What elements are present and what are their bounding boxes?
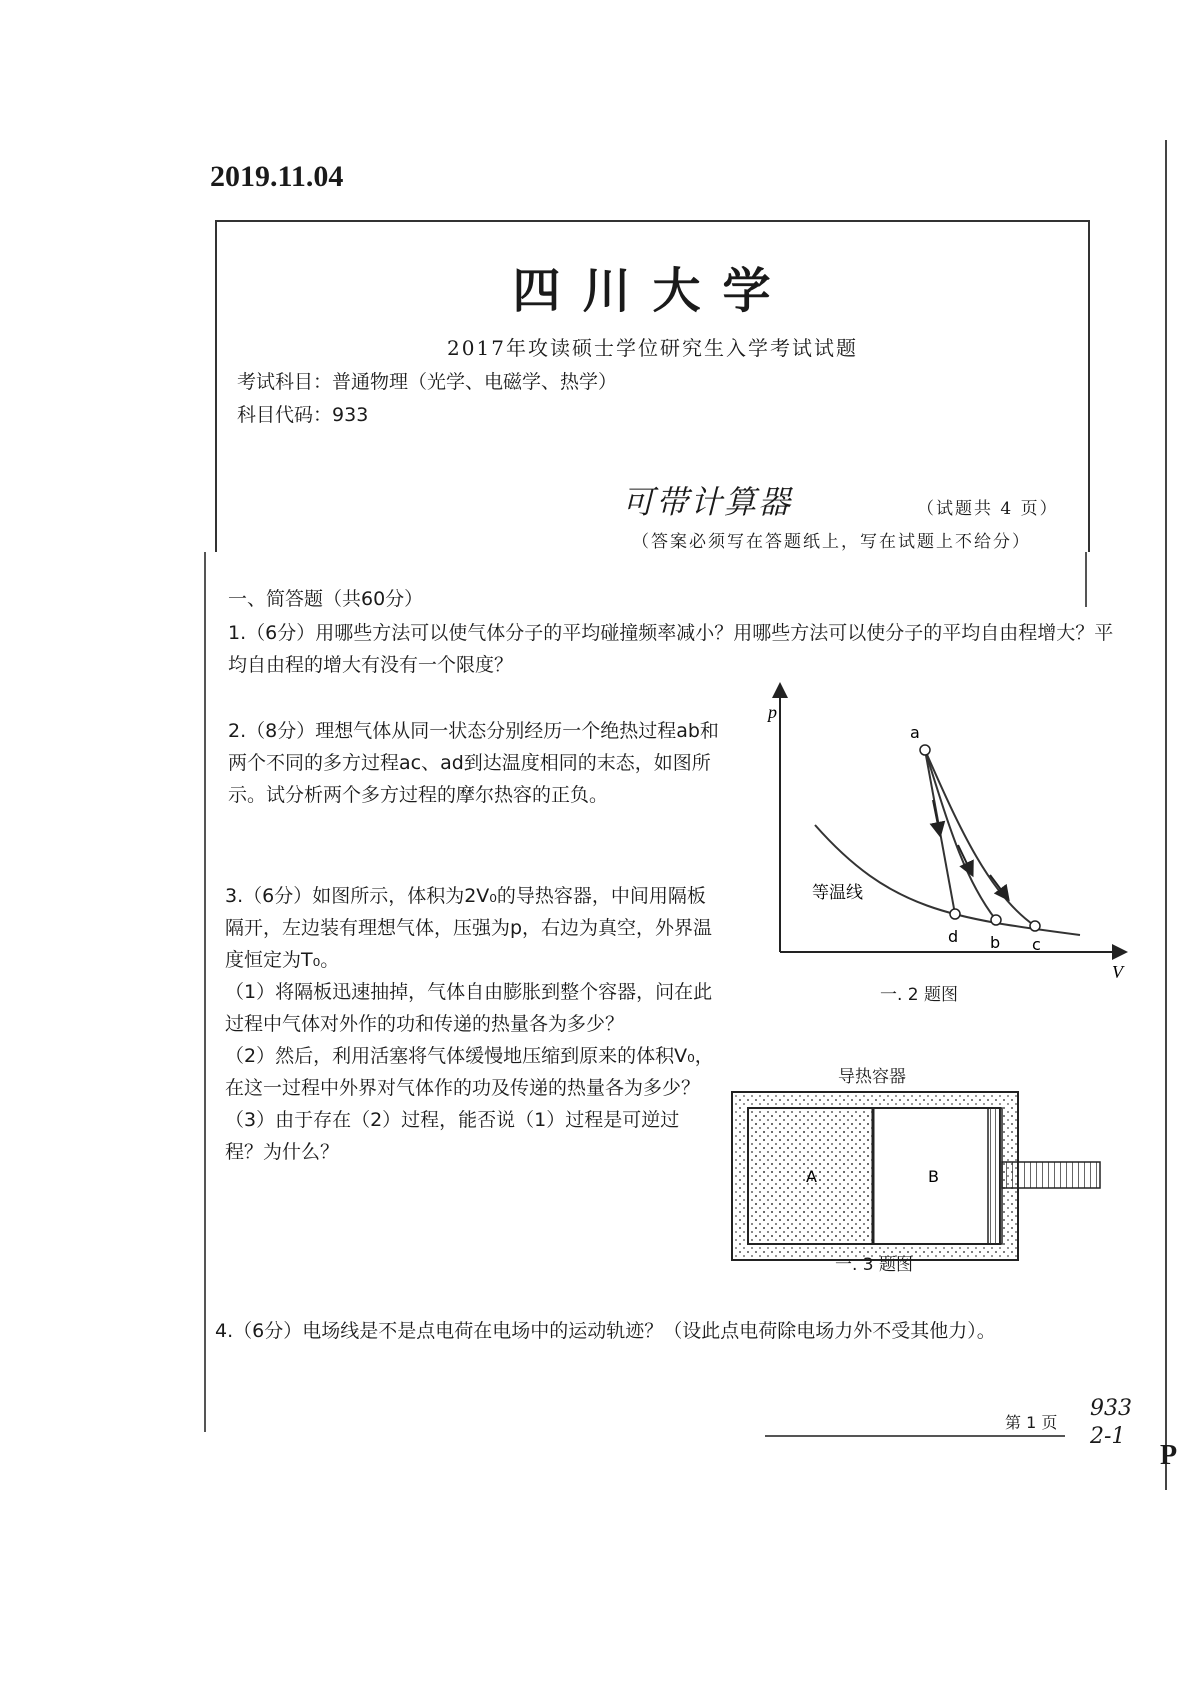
left-border-line (204, 552, 206, 1432)
point-b (991, 915, 1001, 925)
figure-2-caption: 一. 2 题图 (880, 985, 959, 1005)
university-name: 四川大学 (512, 263, 793, 319)
section-title: 一、简答题（共60分） (228, 588, 424, 610)
date-stamp: 2019.11.04 (210, 160, 344, 193)
corner-mark: P (1160, 1440, 1178, 1471)
footer-line (765, 1435, 1065, 1437)
subject-line (237, 367, 617, 394)
question-3-part-1: （1）将隔板迅速抽掉，气体自由膨胀到整个容器，问在此过程中气体对外作的功和传递的热量各为多少？ (225, 981, 713, 1035)
question-3-intro: 3.（6分）如图所示，体积为2V₀的导热容器，中间用隔板隔开，左边装有理想气体，压强为p，右边为真空，外界温度恒定为T₀。 (225, 885, 713, 971)
handwritten-code (1090, 1395, 1132, 1451)
subject-value: 普通物理（光学、电磁学、热学） (332, 371, 618, 393)
code-label: 科目代码： (237, 404, 333, 426)
figure-3-container (730, 1090, 1110, 1265)
question-3-part-3: （3）由于存在（2）过程，能否说（1）过程是可逆过程？为什么？ (225, 1109, 680, 1163)
calculator-note: 可带计算器 (622, 483, 793, 521)
piston (988, 1108, 1002, 1244)
label-b: b (990, 933, 1001, 952)
label-c: c (1032, 935, 1041, 954)
arrow-ac (990, 875, 1005, 895)
exam-title: 2017年攻读硕士学位研究生入学考试试题 (447, 336, 858, 360)
code-line (237, 400, 368, 427)
p-axis-label: p (768, 702, 777, 722)
exam-header (215, 220, 1090, 552)
right-border-line (1085, 552, 1087, 607)
question-2: 2.（8分）理想气体从同一状态分别经历一个绝热过程ab和两个不同的多方过程ac、ad到达温度相同的末态，如图所示。试分析两个多方过程的摩尔热容的正负。 (228, 720, 719, 806)
question-3 (225, 880, 715, 1168)
arrow-ad (933, 800, 939, 830)
scan-edge-line (1165, 140, 1167, 1490)
question-4: 4.（6分）电场线是不是点电荷在电场中的运动轨迹？（设此点电荷除电场力外不受其他力）。 (215, 1320, 996, 1342)
figure-3-caption: 一. 3 题图 (835, 1255, 914, 1275)
subject-label: 考试科目： (237, 371, 333, 393)
point-a (920, 745, 930, 755)
handwritten-code-line-2: 2-1 (1090, 1424, 1126, 1449)
handwritten-code-line-1: 933 (1090, 1396, 1132, 1421)
isotherm-curve (815, 825, 1080, 935)
piston-rod (1002, 1162, 1100, 1188)
point-d (950, 909, 960, 919)
label-d: d (948, 927, 959, 946)
v-axis-label: V (1112, 962, 1123, 982)
question-3-part-2: （2）然后，利用活塞将气体缓慢地压缩到原来的体积V₀，在这一过程中外界对气体作的功及传递的热量各为多少？ (225, 1045, 714, 1099)
isotherm-label: 等温线 (812, 883, 863, 903)
code-value: 933 (332, 404, 369, 426)
point-c (1030, 921, 1040, 931)
page-number: 第 1 页 (1005, 1413, 1058, 1432)
answer-note: （答案必须写在答题纸上，写在试题上不给分） (632, 532, 1031, 552)
process-ad (925, 750, 955, 914)
chamber-b-label: B (928, 1167, 939, 1186)
figure-3-title: 导热容器 (838, 1067, 906, 1087)
label-a: a (910, 723, 920, 742)
figure-2-pv-diagram (740, 680, 1140, 1010)
page-count: （试题共 4 页） (917, 499, 1059, 519)
chamber-a-label: A (806, 1167, 817, 1186)
question-1: 1.（6分）用哪些方法可以使气体分子的平均碰撞频率减小？用哪些方法可以使分子的平均自由程增大？平均自由程的增大有没有一个限度？ (228, 622, 1114, 676)
